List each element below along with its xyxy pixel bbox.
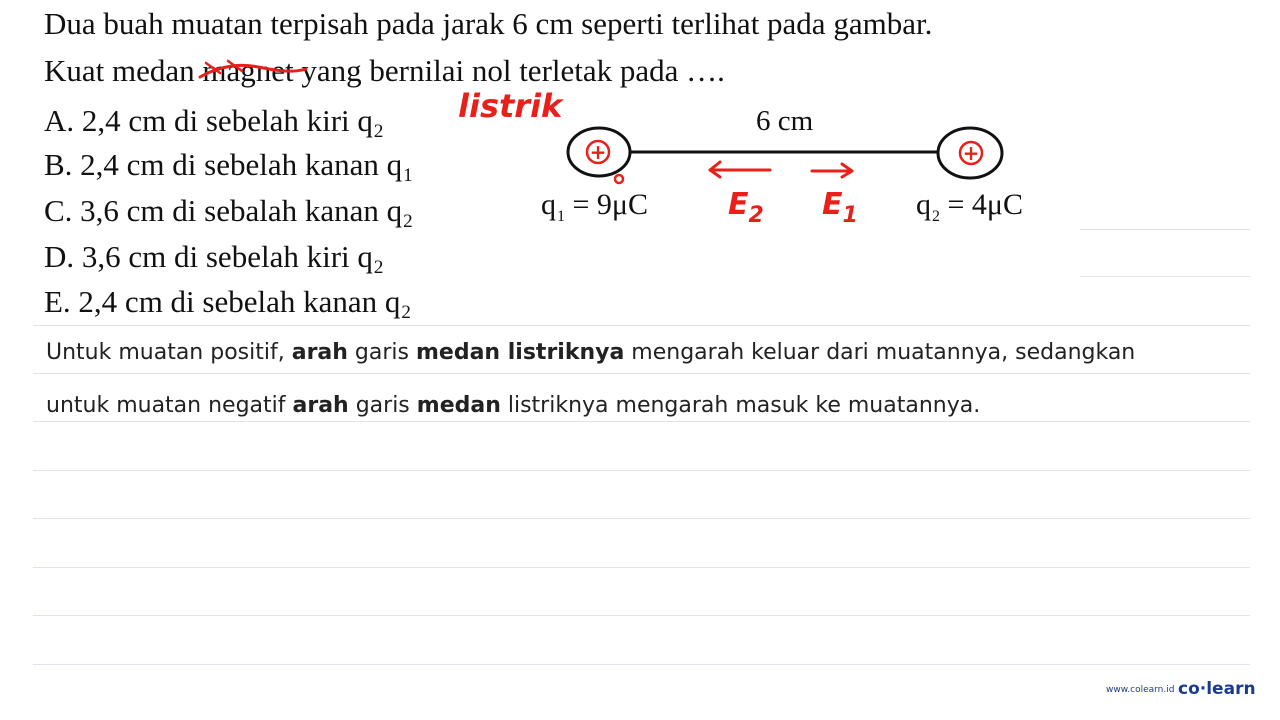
question-line-2-start: Kuat medan <box>44 53 203 88</box>
option-c[interactable] <box>44 193 413 232</box>
ruled-line <box>33 325 1250 326</box>
e2-letter: E <box>728 187 749 222</box>
ruled-line <box>33 470 1250 471</box>
q1-sub: 1 <box>557 208 565 225</box>
q1-symbol: q <box>541 188 556 221</box>
question-line-2 <box>44 55 725 86</box>
option-d-sub: 2 <box>373 257 384 278</box>
e1-letter: E <box>822 187 843 222</box>
exp2-t3: listriknya mengarah masuk ke muatannya. <box>500 393 981 418</box>
exp1-t1: Untuk muatan positif, <box>46 340 292 365</box>
option-b-sub: 1 <box>403 165 413 186</box>
ruled-line <box>33 518 1250 519</box>
brand-url[interactable]: www.colearn.id <box>1106 685 1175 695</box>
brand-logo-dot: · <box>1199 679 1207 699</box>
plus-sign-q1: + <box>589 140 607 164</box>
option-b-text: B. 2,4 cm di sebelah kanan q <box>44 147 403 182</box>
ruled-line <box>33 615 1250 616</box>
exp1-t3: mengarah keluar dari muatannya, sedangkan <box>624 340 1136 365</box>
q2-value: = 4μC <box>940 188 1024 221</box>
e2-label <box>728 187 764 228</box>
option-d-text: D. 3,6 cm di sebelah kiri q <box>44 239 373 274</box>
q1-label <box>541 188 649 225</box>
e1-label <box>822 187 858 228</box>
plus-sign-q2: + <box>962 141 980 165</box>
brand-logo-co: co <box>1178 679 1200 699</box>
question-line-2-end: yang bernilai nol terletak pada …. <box>293 53 725 88</box>
q2-sub: 2 <box>932 208 940 225</box>
question-line-1: Dua buah muatan terpisah pada jarak 6 cm seperti terlihat pada gambar. <box>44 6 933 41</box>
option-e-sub: 2 <box>401 302 411 323</box>
option-d[interactable] <box>44 239 384 278</box>
strikethrough-mark <box>198 55 308 91</box>
ruled-line <box>33 567 1250 568</box>
option-a-sub: 2 <box>373 121 384 142</box>
struck-word <box>202 55 293 86</box>
option-e[interactable] <box>44 284 411 323</box>
q1-value: = 9μC <box>565 188 649 221</box>
exp2-b1: arah <box>292 393 349 418</box>
exp2-t2: garis <box>348 393 417 418</box>
q2-label <box>916 188 1024 225</box>
exp1-t2: garis <box>347 340 416 365</box>
explanation-line-1 <box>46 342 1135 364</box>
q2-symbol: q <box>916 188 931 221</box>
correction-note: listrik <box>458 87 563 125</box>
e2-sub: 2 <box>748 203 764 228</box>
struck-word-text: magnet <box>202 53 294 88</box>
exp2-t1: untuk muatan negatif <box>46 393 293 418</box>
ruled-line <box>33 373 1250 374</box>
arrow-e1-icon <box>812 164 852 177</box>
brand-logo <box>1178 681 1256 698</box>
option-c-text: C. 3,6 cm di sebalah kanan q <box>44 193 403 228</box>
brand-logo-learn: learn <box>1206 679 1256 699</box>
distance-label: 6 cm <box>756 105 814 137</box>
ruled-line <box>33 421 1250 422</box>
e1-sub: 1 <box>842 203 858 228</box>
arrow-e2-icon <box>710 162 770 177</box>
option-a[interactable] <box>44 103 384 142</box>
option-c-sub: 2 <box>403 211 413 232</box>
zero-field-point <box>615 175 623 183</box>
ruled-line <box>33 664 1250 665</box>
ruled-line <box>1080 229 1250 230</box>
exp2-b2: medan <box>416 393 501 418</box>
ruled-line <box>1080 276 1250 277</box>
option-a-text: A. 2,4 cm di sebelah kiri q <box>44 103 373 138</box>
option-e-text: E. 2,4 cm di sebelah kanan q <box>44 284 401 319</box>
exp1-b1: arah <box>291 340 348 365</box>
option-b[interactable] <box>44 147 413 186</box>
exp1-b2: medan listriknya <box>415 340 625 365</box>
explanation-line-2 <box>46 395 980 417</box>
